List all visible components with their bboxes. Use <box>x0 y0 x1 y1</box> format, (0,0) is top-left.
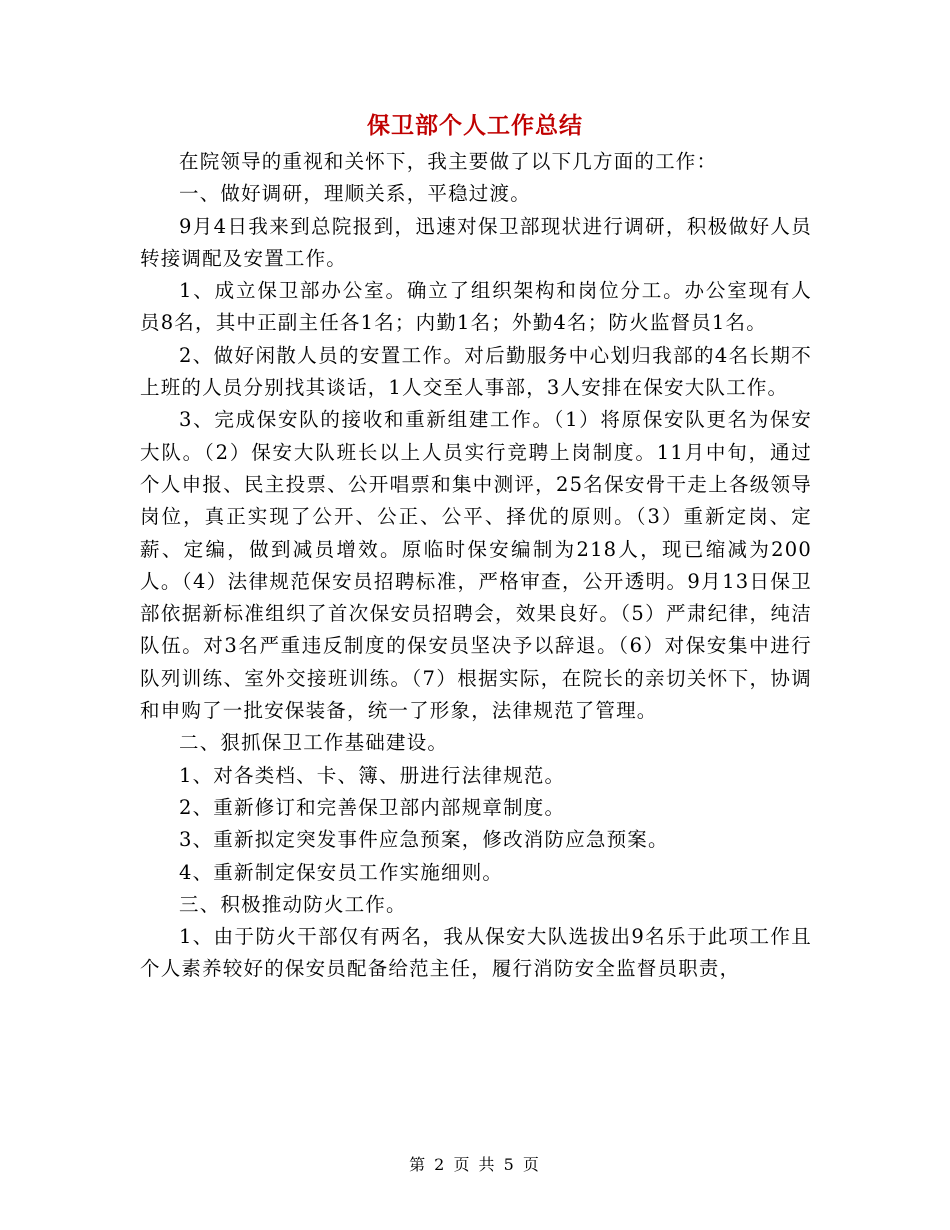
section-heading: 三、积极推动防火工作。 <box>179 892 407 916</box>
paragraph: 在院领导的重视和关怀下，我主要做了以下几方面的工作： <box>179 150 718 173</box>
page-number-footer: 第 2 页 共 5 页 <box>409 1155 541 1174</box>
section-heading: 二、狠抓保卫工作基础建设。 <box>179 731 449 755</box>
document-body <box>140 146 812 986</box>
list-item: 4、重新制定保安员工作实施细则。 <box>179 860 504 884</box>
list-item: 3、重新拟定突发事件应急预案，修改消防应急预案。 <box>179 828 669 852</box>
paragraph: 2、做好闲散人员的安置工作。对后勤服务中心划归我部的4名长期不上班的人员分别找其谈话，1人交至人事部，3人安排在保安大队工作。 <box>140 343 812 400</box>
paragraph: 1、由于防火干部仅有两名，我从保安大队选拔出9名乐于此项工作且个人素养较好的保安员配备给范主任，履行消防安全监督员职责， <box>140 925 812 981</box>
section-heading: 一、做好调研，理顺关系，平稳过渡。 <box>179 182 531 206</box>
document-title: 保卫部个人工作总结 <box>367 112 583 139</box>
paragraph: 3、完成保安队的接收和重新组建工作。（1）将原保安队更名为保安大队。（2）保安大队班长以上人员实行竞聘上岗制度。11月中旬，通过个人申报、民主投票、公开唱票和集中测评，25名保安骨干走上各级领导岗位，真正实现了公开、公正、公平、择优的原则。（3）重新定岗、定薪、定编，做到减员增效。原临时保安编制为218人，现已缩减为200人。（4）法律规范保安员招聘标准，严格审查，公开透明。9月13日保卫部依据新标准组织了首次保安员招聘会，效果良好。（5）严肃纪律，纯洁队伍。对3名严重违反制度的保安员坚决予以辞退。（6）对保安集中进行队列训练、室外交接班训练。（7）根据实际，在院长的亲切关怀下，协调和申购了一批安保装备，统一了形象，法律规范了管理。 <box>140 408 812 723</box>
paragraph: 1、成立保卫部办公室。确立了组织架构和岗位分工。办公室现有人员8名，其中正副主任各1名；内勤1名；外勤4名；防火监督员1名。 <box>140 279 812 335</box>
paragraph: 9月4日我来到总院报到，迅速对保卫部现状进行调研，积极做好人员转接调配及安置工作。 <box>140 214 812 270</box>
list-item: 1、对各类档、卡、簿、册进行法律规范。 <box>179 763 566 787</box>
list-item: 2、重新修订和完善保卫部内部规章制度。 <box>179 795 566 819</box>
